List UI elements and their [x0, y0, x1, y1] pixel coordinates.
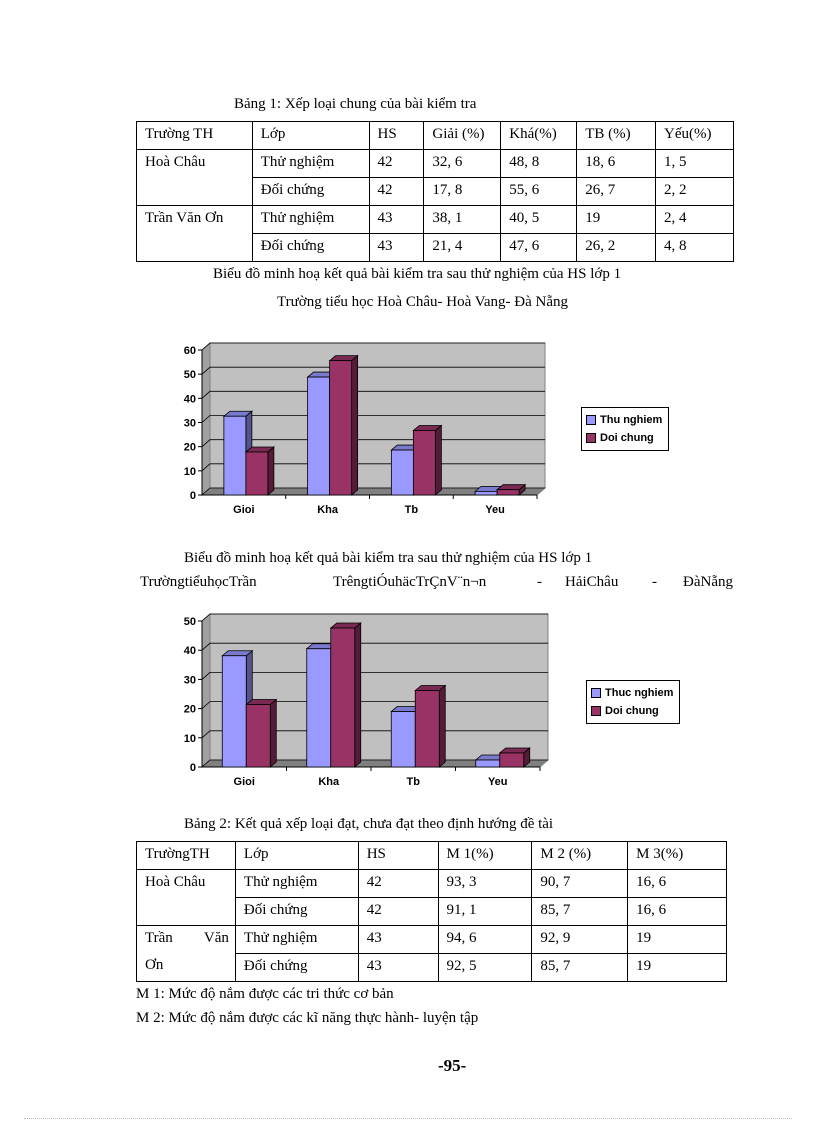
table-header-row — [137, 842, 727, 870]
table-row — [137, 870, 727, 898]
m2-cell: 85, 7 — [532, 898, 628, 926]
table-row — [137, 150, 734, 178]
yeu-cell: 2, 2 — [656, 178, 734, 206]
m1-cell: 91, 1 — [438, 898, 532, 926]
m2-cell: 90, 7 — [532, 870, 628, 898]
kha-cell: 48, 8 — [501, 150, 577, 178]
header-cell: Lớp — [252, 122, 369, 150]
class-cell: Thử nghiệm — [252, 150, 369, 178]
y-tick-label: 40 — [183, 645, 196, 658]
hs-cell: 43 — [358, 926, 438, 954]
table2 — [136, 841, 727, 982]
class-cell: Thử nghiệm — [235, 926, 358, 954]
table-row — [137, 926, 727, 954]
kha-cell: 47, 6 — [501, 234, 577, 262]
page-bottom-rule — [24, 1118, 792, 1119]
header-cell: Yếu(%) — [656, 122, 734, 150]
chart2-caption-line2d: HảiChâu — [565, 574, 619, 590]
gioi-cell: 21, 4 — [424, 234, 501, 262]
y-tick-label: 20 — [183, 703, 196, 716]
y-tick-label: 40 — [183, 393, 196, 406]
y-tick-label: 30 — [183, 674, 196, 687]
category-label: Gioi — [233, 504, 255, 516]
bar-doi-chung-yeu — [497, 485, 525, 495]
legend-item — [586, 411, 662, 429]
school-cell — [137, 926, 236, 982]
yeu-cell: 4, 8 — [656, 234, 734, 262]
note-m2: M 2: Mức độ nắm được các kĩ năng thực hành- luyện tập — [136, 1010, 479, 1026]
hs-cell: 43 — [369, 234, 424, 262]
header-cell: HS — [358, 842, 438, 870]
plot-side-wall — [202, 614, 210, 767]
legend-item — [586, 429, 662, 447]
class-cell: Đối chứng — [235, 954, 358, 982]
category-label: Kha — [317, 504, 339, 516]
chart2-caption-dash: - — [537, 574, 542, 590]
table2-caption: Bảng 2: Kết quả xếp loại đạt, chưa đạt theo định hướng đề tài — [184, 816, 554, 832]
header-cell: M 3(%) — [628, 842, 727, 870]
chart2-caption-line2b: TrêngtiÓuhäcTrÇnV¨n¬n — [333, 574, 487, 590]
legend-swatch-doi-chung — [586, 433, 596, 443]
m3-cell: 19 — [628, 954, 727, 982]
legend-swatch-thu-nghiem — [586, 415, 596, 425]
bar-doi-chung-kha — [331, 623, 361, 767]
y-tick-label: 10 — [183, 732, 196, 745]
school-cell: Hoà Châu — [137, 870, 236, 926]
legend-label: Thuc nghiem — [605, 687, 674, 699]
m1-cell: 92, 5 — [438, 954, 532, 982]
chart2-caption-line1: Biểu đồ minh hoạ kết quả bài kiểm tra sau thử nghiệm của HS lớp 1 — [184, 550, 593, 566]
gioi-cell: 32, 6 — [424, 150, 501, 178]
y-tick-label: 60 — [183, 345, 196, 357]
category-label: Gioi — [233, 776, 255, 788]
legend-swatch-thuc-nghiem — [591, 688, 601, 698]
hs-cell: 42 — [358, 870, 438, 898]
hs-cell: 42 — [369, 150, 424, 178]
bar-doi-chung-tb — [413, 425, 441, 495]
chart2-caption-line2a: TrườngtiểuhọcTrần — [140, 574, 257, 590]
kha-cell: 55, 6 — [501, 178, 577, 206]
bar-doi-chung-yeu — [500, 748, 530, 767]
chart2-caption-line2f: ĐàNẵng — [683, 574, 733, 590]
m1-cell: 94, 6 — [438, 926, 532, 954]
y-tick-label: 0 — [189, 762, 196, 774]
chart1-caption-line2: Trường tiểu học Hoà Châu- Hoà Vang- Đà Nẵng — [277, 294, 569, 310]
y-tick-label: 0 — [189, 490, 196, 502]
gioi-cell: 17, 8 — [424, 178, 501, 206]
header-cell: HS — [369, 122, 424, 150]
yeu-cell: 2, 4 — [656, 206, 734, 234]
legend-label: Thu nghiem — [600, 414, 663, 426]
category-label: Kha — [318, 776, 340, 788]
y-tick-label: 50 — [183, 369, 196, 382]
y-tick-label: 20 — [183, 441, 196, 454]
school-cell: Trần Văn Ơn — [137, 206, 253, 262]
header-cell: M 1(%) — [438, 842, 532, 870]
hs-cell: 42 — [369, 178, 424, 206]
tb-cell: 26, 2 — [577, 234, 656, 262]
class-cell: Thử nghiệm — [252, 206, 369, 234]
hs-cell: 42 — [358, 898, 438, 926]
bar-doi-chung-kha — [330, 356, 358, 495]
yeu-cell: 1, 5 — [656, 150, 734, 178]
category-label: Yeu — [485, 504, 505, 516]
table1 — [136, 121, 734, 262]
class-cell: Thử nghiệm — [235, 870, 358, 898]
school-word: Văn — [203, 930, 229, 946]
table-header-row — [137, 122, 734, 150]
page-number: -95- — [438, 1056, 467, 1075]
bar-doi-chung-gioi — [246, 447, 274, 495]
class-cell: Đối chứng — [235, 898, 358, 926]
table-row — [137, 206, 734, 234]
m3-cell: 19 — [628, 926, 727, 954]
chart1-legend — [581, 407, 669, 451]
header-cell: Lớp — [235, 842, 358, 870]
school-word: Ơn — [145, 957, 164, 973]
m1-cell: 93, 3 — [438, 870, 532, 898]
legend-swatch-doi-chung — [591, 706, 601, 716]
category-label: Yeu — [487, 776, 508, 788]
y-tick-label: 30 — [183, 417, 196, 430]
chart1-caption-line1: Biểu đồ minh hoạ kết quả bài kiểm tra sau thử nghiệm của HS lớp 1 — [213, 266, 622, 282]
gioi-cell: 38, 1 — [424, 206, 501, 234]
tb-cell: 18, 6 — [577, 150, 656, 178]
y-tick-label: 50 — [183, 616, 196, 628]
school-word: Trần — [145, 930, 173, 946]
legend-item — [591, 702, 673, 720]
note-m1: M 1: Mức độ nắm được các tri thức cơ bản — [136, 986, 394, 1002]
hs-cell: 43 — [369, 206, 424, 234]
chart2-legend — [586, 680, 680, 724]
y-tick-label: 10 — [183, 465, 196, 478]
category-label: Tb — [404, 504, 419, 516]
tb-cell: 19 — [577, 206, 656, 234]
category-label: Tb — [406, 776, 420, 788]
header-cell: Giải (%) — [424, 122, 501, 150]
legend-label: Doi chung — [605, 705, 659, 717]
bar-doi-chung-tb — [415, 685, 445, 767]
m3-cell: 16, 6 — [628, 870, 727, 898]
tb-cell: 26, 7 — [577, 178, 656, 206]
m3-cell: 16, 6 — [628, 898, 727, 926]
school-cell: Hoà Châu — [137, 150, 253, 206]
header-cell: M 2 (%) — [532, 842, 628, 870]
class-cell: Đối chứng — [252, 234, 369, 262]
chart2-caption-dash: - — [652, 574, 657, 590]
bar-doi-chung-gioi — [246, 700, 276, 767]
legend-label: Doi chung — [600, 432, 654, 444]
table1-caption: Bảng 1: Xếp loại chung của bài kiểm tra — [234, 96, 477, 112]
m2-cell: 92, 9 — [532, 926, 628, 954]
header-cell: TB (%) — [577, 122, 656, 150]
hs-cell: 43 — [358, 954, 438, 982]
header-cell: TrườngTH — [137, 842, 236, 870]
m2-cell: 85, 7 — [532, 954, 628, 982]
header-cell: Khá(%) — [501, 122, 577, 150]
class-cell: Đối chứng — [252, 178, 369, 206]
legend-item — [591, 684, 673, 702]
kha-cell: 40, 5 — [501, 206, 577, 234]
header-cell: Trường TH — [137, 122, 253, 150]
